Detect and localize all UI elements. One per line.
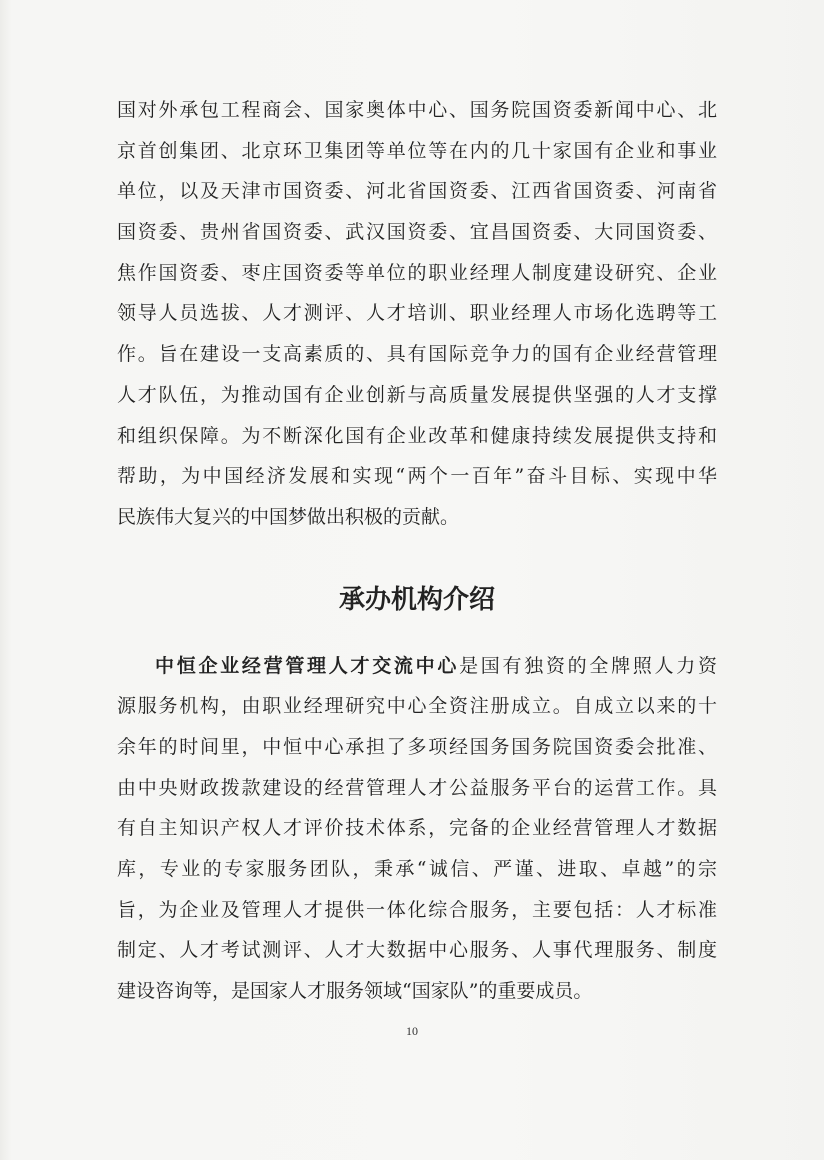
page-content <box>117 90 717 1012</box>
paragraph-line: 余年的时间里，中恒中心承担了多项经国务国务院国资委会批准、 <box>117 735 717 758</box>
paragraph-line: 京首创集团、北京环卫集团等单位等在内的几十家国有企业和事业 <box>117 139 717 162</box>
paragraph-line: 库，专业的专家服务团队，秉承“诚信、严谨、进取、卓越”的宗 <box>117 858 717 880</box>
paragraph-line: 民族伟大复兴的中国梦做出积极的贡献。 <box>117 505 460 528</box>
paragraph-line: 旨，为企业及管理人才提供一体化综合服务，主要包括：人才标准 <box>117 898 717 921</box>
paragraph-line: 国资委、贵州省国资委、武汉国资委、宜昌国资委、大同国资委、 <box>117 221 717 244</box>
paragraph-host-organization <box>117 646 717 1012</box>
paragraph-line: 作。旨在建设一支高素质的、具有国际竞争力的国有企业经营管理 <box>117 343 717 366</box>
paragraph-first-line <box>117 646 717 687</box>
paragraph-line: 制定、人才考试测评、人才大数据中心服务、人事代理服务、制度 <box>117 939 717 962</box>
paragraph-line: 源服务机构，由职业经理研究中心全资注册成立。自成立以来的十 <box>117 695 717 718</box>
paragraph-line: 焦作国资委、枣庄国资委等单位的职业经理人制度建设研究、企业 <box>117 261 717 284</box>
paragraph-line: 有自主知识产权人才评价技术体系，完备的企业经营管理人才数据 <box>117 817 717 840</box>
paragraph-line: 单位，以及天津市国资委、河北省国资委、江西省国资委、河南省 <box>117 180 717 203</box>
section-heading: 承办机构介绍 <box>338 584 495 615</box>
paragraph-line: 建设咨询等，是国家人才服务领域“国家队”的重要成员。 <box>117 980 593 1003</box>
paragraph-line: 国对外承包工程商会、国家奥体中心、国务院国资委新闻中心、北 <box>117 99 717 121</box>
paragraph-line: 领导人员选拔、人才测评、人才培训、职业经理人市场化选聘等工 <box>117 302 717 325</box>
paragraph-organizations <box>117 90 717 538</box>
paragraph-line: 和组织保障。为不断深化国有企业改革和健康持续发展提供支持和 <box>117 424 717 447</box>
paragraph-line: 人才队伍，为推动国有企业创新与高质量发展提供坚强的人才支撑 <box>117 383 717 406</box>
paragraph-line: 帮助，为中国经济发展和实现“两个一百年”奋斗目标、实现中华 <box>117 465 717 488</box>
first-line-text: 是国有独资的全牌照人力资 <box>459 654 717 677</box>
paragraph-line: 由中央财政拨款建设的经营管理人才公益服务平台的运营工作。具 <box>117 776 717 799</box>
organization-name: 中恒企业经营管理人才交流中心 <box>155 654 460 677</box>
page-number: 10 <box>406 1024 418 1038</box>
